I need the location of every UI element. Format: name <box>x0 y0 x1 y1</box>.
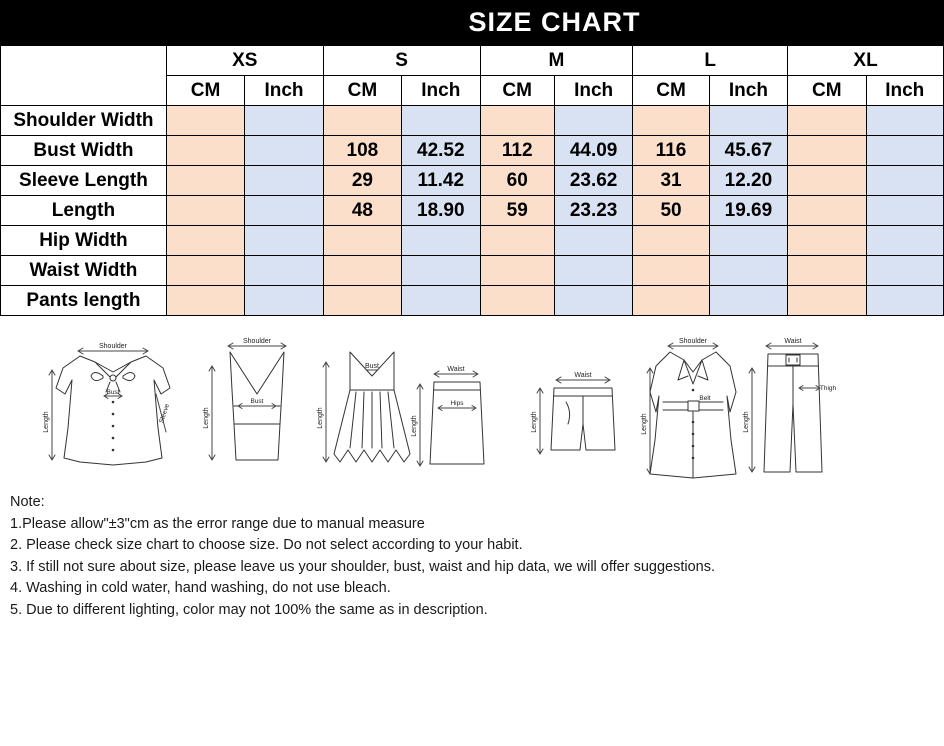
garment-figures <box>0 332 944 494</box>
unit-header-xs-inch: Inch <box>245 76 323 106</box>
cell-shoulder-width-l-cm <box>633 106 709 136</box>
size-header-l: L <box>633 46 788 76</box>
cell-pants-length-s-cm <box>323 286 401 316</box>
size-header-xs: XS <box>166 46 323 76</box>
note-line-4: 4. Washing in cold water, hand washing, do not use bleach. <box>10 580 391 596</box>
cell-pants-length-xs-cm <box>166 286 244 316</box>
svg-text:Thigh: Thigh <box>819 385 837 392</box>
cell-hip-width-xl-cm <box>788 226 866 256</box>
unit-header-xs-cm: CM <box>166 76 244 106</box>
table-row <box>1 286 944 316</box>
unit-header-s-cm: CM <box>323 76 401 106</box>
cell-bust-width-xl-cm <box>788 136 866 166</box>
row-label-shoulder-width: Shoulder Width <box>1 106 167 136</box>
figure-pants <box>743 338 837 472</box>
cell-waist-width-m-cm <box>480 256 554 286</box>
cell-bust-width-l-cm: 116 <box>633 136 709 166</box>
cell-bust-width-xl-inch <box>866 136 943 166</box>
cell-pants-length-m-inch <box>554 286 632 316</box>
cell-pants-length-xl-inch <box>866 286 943 316</box>
cell-hip-width-l-inch <box>709 226 787 256</box>
table-corner-cell <box>1 46 167 106</box>
svg-text:Bust: Bust <box>106 389 120 396</box>
cell-sleeve-length-xl-inch <box>866 166 943 196</box>
cell-sleeve-length-s-inch: 11.42 <box>402 166 480 196</box>
cell-sleeve-length-s-cm: 29 <box>323 166 401 196</box>
table-header-sizes <box>1 46 944 76</box>
cell-hip-width-xs-cm <box>166 226 244 256</box>
figure-blouse <box>43 343 171 465</box>
unit-header-xl-cm: CM <box>788 76 866 106</box>
table-row <box>1 226 944 256</box>
row-label-bust-width: Bust Width <box>1 136 167 166</box>
note-line-5: 5. Due to different lighting, color may not 100% the same as in description. <box>10 601 488 618</box>
cell-shoulder-width-m-cm <box>480 106 554 136</box>
cell-bust-width-l-inch: 45.67 <box>709 136 787 166</box>
cell-hip-width-xl-inch <box>866 226 943 256</box>
cell-length-m-inch: 23.23 <box>554 196 632 226</box>
cell-pants-length-l-cm <box>633 286 709 316</box>
cell-shoulder-width-s-inch <box>402 106 480 136</box>
cell-length-xs-inch <box>245 196 323 226</box>
cell-hip-width-l-cm <box>633 226 709 256</box>
cell-bust-width-m-inch: 44.09 <box>554 136 632 166</box>
unit-header-l-inch: Inch <box>709 76 787 106</box>
row-label-hip-width: Hip Width <box>1 226 167 256</box>
table-row <box>1 196 944 226</box>
unit-header-m-inch: Inch <box>554 76 632 106</box>
note-line-3: 3. If still not sure about size, please leave us your shoulder, bust, waist and hip data, we will offer suggestions. <box>10 558 715 575</box>
cell-length-l-inch: 19.69 <box>709 196 787 226</box>
cell-hip-width-m-inch <box>554 226 632 256</box>
cell-waist-width-xl-cm <box>788 256 866 286</box>
row-label-waist-width: Waist Width <box>1 256 167 286</box>
notes-block <box>10 492 930 621</box>
table-row <box>1 106 944 136</box>
unit-header-xl-inch: Inch <box>866 76 943 106</box>
table-row <box>1 136 944 166</box>
note-line-1: 1.Please allow"±3"cm as the error range due to manual measure <box>10 515 425 532</box>
cell-pants-length-xl-cm <box>788 286 866 316</box>
svg-text:Shoulder: Shoulder <box>242 338 272 345</box>
svg-text:Bust: Bust <box>250 398 264 405</box>
unit-header-m-cm: CM <box>480 76 554 106</box>
page-title: SIZE CHART <box>468 7 641 37</box>
svg-text:Length: Length <box>203 407 210 429</box>
cell-length-l-cm: 50 <box>633 196 709 226</box>
svg-text:Length: Length <box>743 411 750 433</box>
cell-shoulder-width-xl-cm <box>788 106 866 136</box>
svg-text:Hips: Hips <box>450 400 464 407</box>
svg-text:Waist: Waist <box>784 338 802 345</box>
unit-header-l-cm: CM <box>633 76 709 106</box>
cell-hip-width-s-inch <box>402 226 480 256</box>
svg-text:Sleeve: Sleeve <box>158 403 171 425</box>
svg-text:Waist: Waist <box>574 372 592 379</box>
svg-text:Shoulder: Shoulder <box>678 338 708 345</box>
svg-text:Shoulder: Shoulder <box>98 343 128 350</box>
cell-length-xs-cm <box>166 196 244 226</box>
cell-shoulder-width-xs-inch <box>245 106 323 136</box>
cell-waist-width-xs-inch <box>245 256 323 286</box>
cell-shoulder-width-m-inch <box>554 106 632 136</box>
row-label-sleeve-length: Sleeve Length <box>1 166 167 196</box>
notes-heading: Note: <box>10 494 45 510</box>
svg-text:Length: Length <box>317 407 324 429</box>
svg-text:Length: Length <box>641 413 648 435</box>
cell-sleeve-length-l-cm: 31 <box>633 166 709 196</box>
cell-bust-width-m-cm: 112 <box>480 136 554 166</box>
row-label-pants-length: Pants length <box>1 286 167 316</box>
cell-waist-width-xs-cm <box>166 256 244 286</box>
cell-waist-width-s-inch <box>402 256 480 286</box>
figure-skater-dress <box>317 352 410 462</box>
figure-skirt <box>411 366 484 466</box>
cell-sleeve-length-xl-cm <box>788 166 866 196</box>
cell-bust-width-s-inch: 42.52 <box>402 136 480 166</box>
figure-shorts <box>531 372 615 454</box>
svg-text:Length: Length <box>531 411 538 433</box>
row-label-length: Length <box>1 196 167 226</box>
cell-waist-width-l-inch <box>709 256 787 286</box>
cell-sleeve-length-m-inch: 23.62 <box>554 166 632 196</box>
unit-header-s-inch: Inch <box>402 76 480 106</box>
svg-text:Length: Length <box>411 415 418 437</box>
cell-hip-width-m-cm <box>480 226 554 256</box>
svg-text:Length: Length <box>43 411 50 433</box>
cell-bust-width-xs-inch <box>245 136 323 166</box>
cell-shoulder-width-l-inch <box>709 106 787 136</box>
cell-pants-length-l-inch <box>709 286 787 316</box>
cell-sleeve-length-xs-inch <box>245 166 323 196</box>
table-row <box>1 166 944 196</box>
cell-pants-length-m-cm <box>480 286 554 316</box>
cell-length-xl-inch <box>866 196 943 226</box>
cell-bust-width-s-cm: 108 <box>323 136 401 166</box>
svg-text:Belt: Belt <box>699 395 711 402</box>
cell-pants-length-s-inch <box>402 286 480 316</box>
cell-bust-width-xs-cm <box>166 136 244 166</box>
cell-shoulder-width-xl-inch <box>866 106 943 136</box>
svg-text:Waist: Waist <box>447 366 465 373</box>
size-header-m: M <box>480 46 633 76</box>
size-header-s: S <box>323 46 480 76</box>
cell-length-m-cm: 59 <box>480 196 554 226</box>
cell-hip-width-xs-inch <box>245 226 323 256</box>
cell-sleeve-length-l-inch: 12.20 <box>709 166 787 196</box>
cell-hip-width-s-cm <box>323 226 401 256</box>
table-row <box>1 256 944 286</box>
cell-length-xl-cm <box>788 196 866 226</box>
cell-sleeve-length-xs-cm <box>166 166 244 196</box>
size-header-xl: XL <box>788 46 944 76</box>
title-bar <box>0 0 944 45</box>
cell-shoulder-width-s-cm <box>323 106 401 136</box>
cell-waist-width-l-cm <box>633 256 709 286</box>
svg-text:Bust: Bust <box>364 363 380 370</box>
figure-camisole <box>203 338 286 460</box>
note-line-2: 2. Please check size chart to choose size. Do not select according to your habit. <box>10 537 523 553</box>
cell-waist-width-s-cm <box>323 256 401 286</box>
cell-length-s-inch: 18.90 <box>402 196 480 226</box>
figure-coat <box>641 338 736 478</box>
cell-length-s-cm: 48 <box>323 196 401 226</box>
size-chart-table <box>0 45 944 316</box>
cell-sleeve-length-m-cm: 60 <box>480 166 554 196</box>
cell-waist-width-m-inch <box>554 256 632 286</box>
cell-shoulder-width-xs-cm <box>166 106 244 136</box>
cell-pants-length-xs-inch <box>245 286 323 316</box>
cell-waist-width-xl-inch <box>866 256 943 286</box>
